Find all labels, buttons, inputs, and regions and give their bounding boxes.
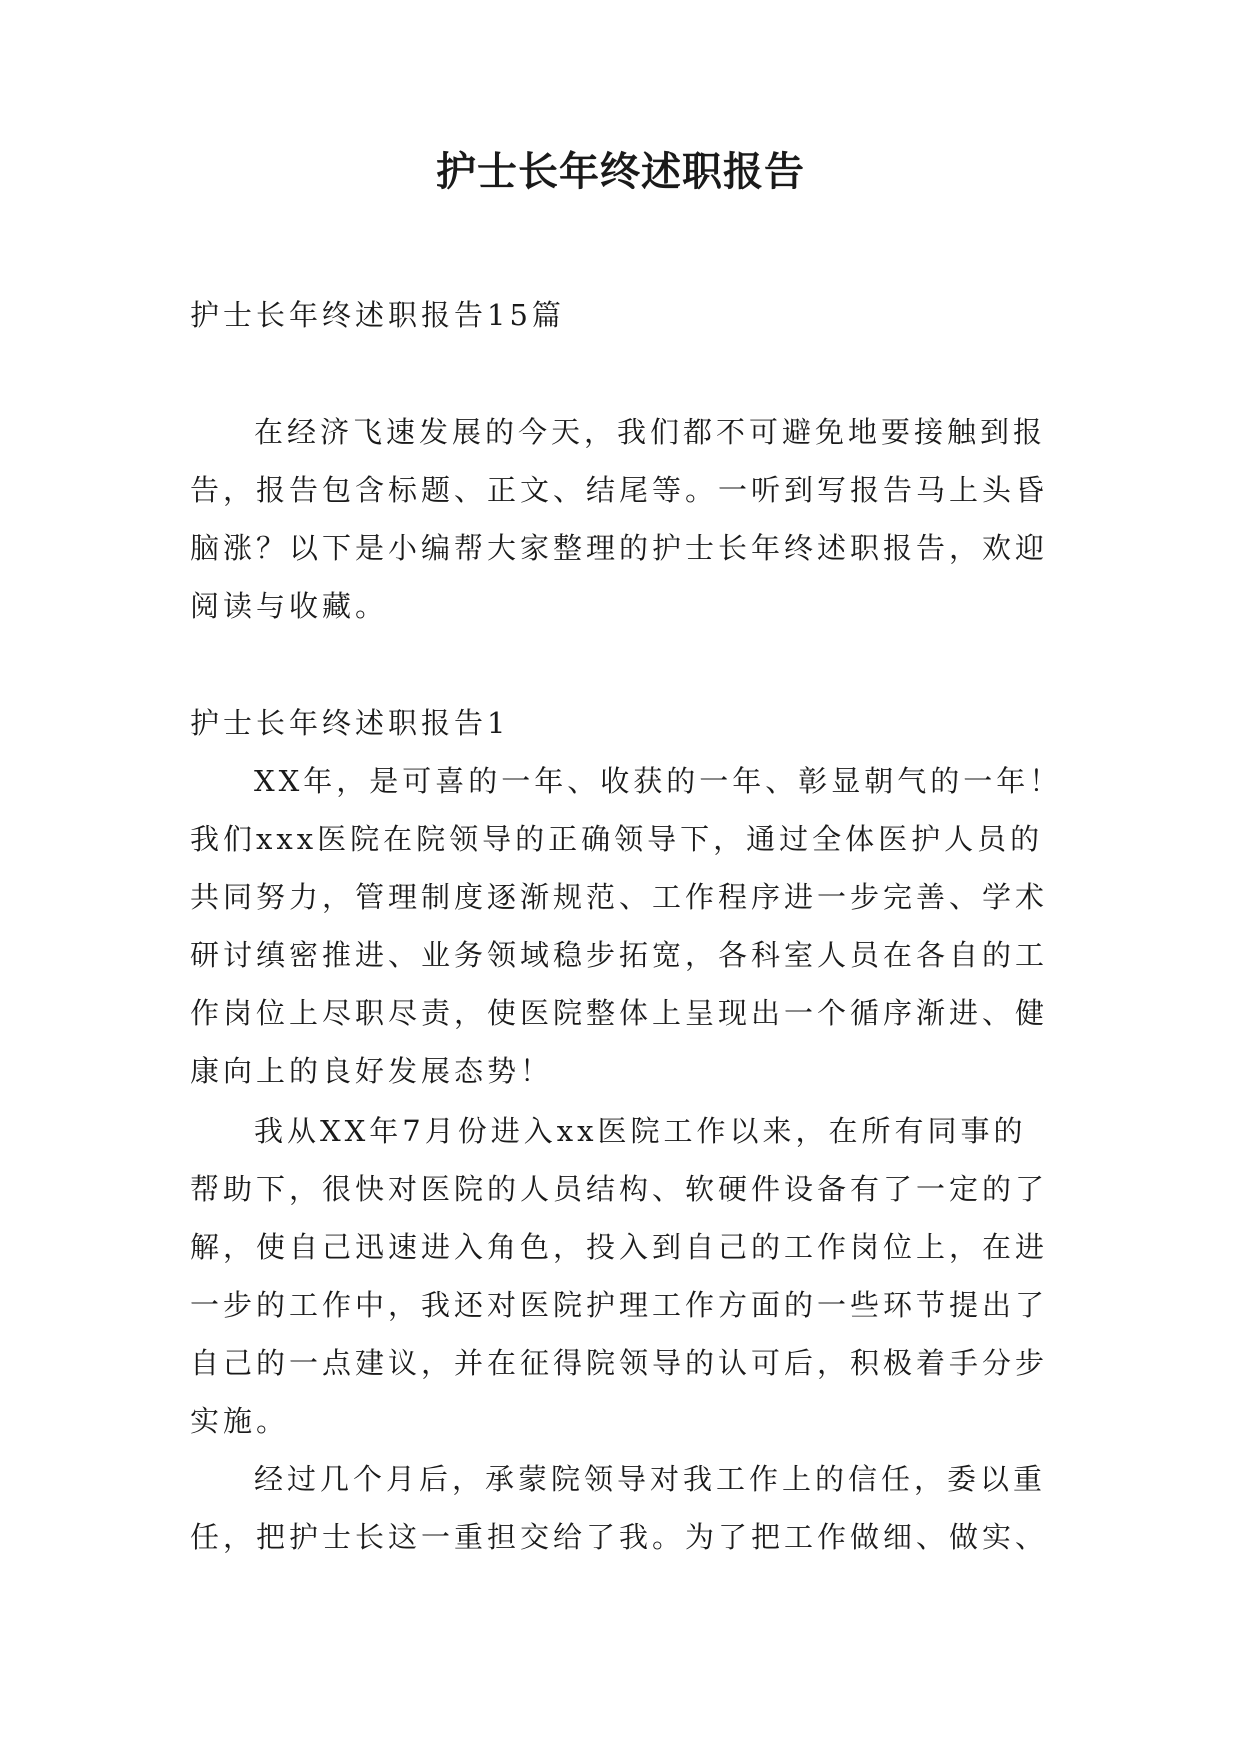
intro-line: 告，报告包含标题、正文、结尾等。一听到写报告马上头昏 [190,473,1049,507]
paragraph-line: 经过几个月后，承蒙院领导对我工作上的信任，委以重 [254,1462,1047,1496]
paragraph-line: 作岗位上尽职尽责，使医院整体上呈现出一个循序渐进、健 [190,996,1049,1030]
section-heading: 护士长年终述职报告1 [190,706,510,740]
paragraph-line: 康向上的良好发展态势！ [190,1054,554,1088]
paragraph-line: XX年，是可喜的一年、收获的一年、彰显朝气的一年！ [254,764,1063,798]
paragraph-line: 解，使自己迅速进入角色，投入到自己的工作岗位上，在进 [190,1230,1049,1264]
intro-line: 在经济飞速发展的今天，我们都不可避免地要接触到报 [254,415,1047,449]
body-paragraph-2 [190,1102,1050,1450]
paragraph-line: 自己的一点建议，并在征得院领导的认可后，积极着手分步 [190,1346,1049,1380]
intro-line: 脑涨？以下是小编帮大家整理的护士长年终述职报告，欢迎 [190,531,1049,565]
paragraph-line: 帮助下，很快对医院的人员结构、软硬件设备有了一定的了 [190,1172,1049,1206]
paragraph-line: 共同努力，管理制度逐渐规范、工作程序进一步完善、学术 [190,880,1049,914]
intro-line: 阅读与收藏。 [190,589,389,623]
document-title: 护士长年终述职报告 [436,148,805,195]
document-subtitle: 护士长年终述职报告15篇 [190,298,565,332]
paragraph-line: 我们xxx医院在院领导的正确领导下，通过全体医护人员的 [190,822,1044,856]
paragraph-line: 实施。 [190,1404,290,1438]
paragraph-line: 研讨缜密推进、业务领域稳步拓宽，各科室人员在各自的工 [190,938,1049,972]
body-paragraph-3 [190,1450,1050,1566]
intro-paragraph [190,403,1050,635]
paragraph-line: 任，把护士长这一重担交给了我。为了把工作做细、做实、 [190,1520,1049,1554]
body-paragraph-1 [190,752,1063,1100]
paragraph-line: 我从XX年7月份进入xx医院工作以来，在所有同事的 [254,1114,1027,1148]
paragraph-line: 一步的工作中，我还对医院护理工作方面的一些环节提出了 [190,1288,1049,1322]
